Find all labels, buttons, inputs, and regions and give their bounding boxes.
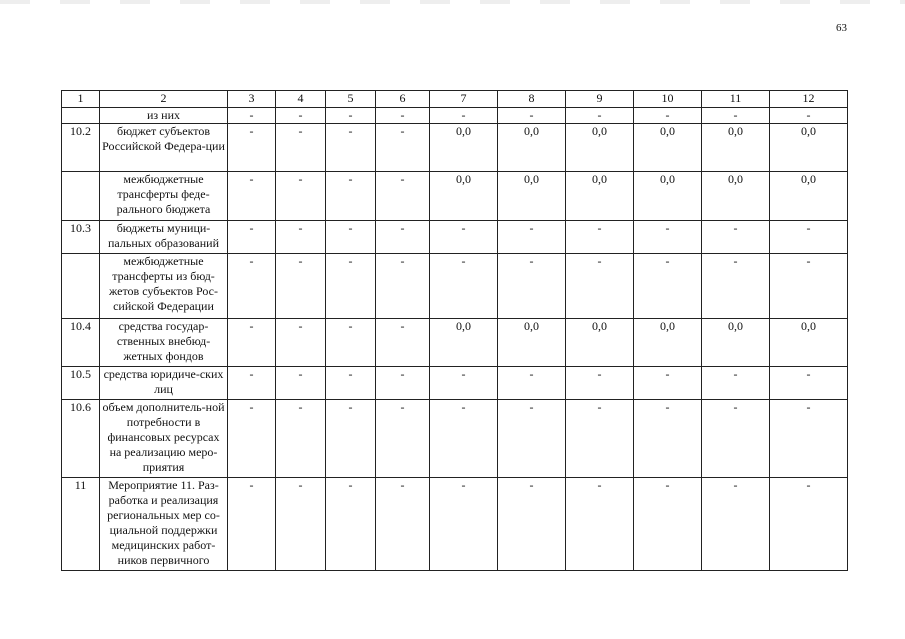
header-cell: 5 [326,91,376,108]
value-cell: - [702,478,770,571]
value-cell: - [376,319,430,367]
row-description: средства юридиче-ских лиц [100,367,228,400]
header-cell: 11 [702,91,770,108]
value-cell: 0,0 [770,124,848,172]
table-row [62,319,848,367]
value-cell: 0,0 [430,172,498,221]
value-cell: 0,0 [566,319,634,367]
value-cell: - [498,367,566,400]
row-number [62,254,100,319]
value-cell: 0,0 [430,124,498,172]
value-cell: - [498,221,566,254]
value-cell: - [276,478,326,571]
value-cell: 0,0 [566,172,634,221]
value-cell: - [228,478,276,571]
value-cell: - [276,108,326,124]
value-cell: - [276,400,326,478]
row-number: 10.2 [62,124,100,172]
table-row [62,172,848,221]
value-cell: - [228,108,276,124]
header-cell: 7 [430,91,498,108]
row-description: межбюджетные трансферты из бюд-жетов субъектов Рос-сийской Федерации [100,254,228,319]
value-cell: - [276,254,326,319]
row-description: межбюджетные трансферты феде-рального бюджета [100,172,228,221]
value-cell: - [770,108,848,124]
value-cell: - [702,221,770,254]
value-cell: - [770,254,848,319]
value-cell: - [566,254,634,319]
value-cell: - [430,478,498,571]
value-cell: - [326,319,376,367]
row-number: 10.3 [62,221,100,254]
row-number [62,108,100,124]
value-cell: - [702,108,770,124]
value-cell: - [326,367,376,400]
value-cell: 0,0 [770,172,848,221]
value-cell: - [326,124,376,172]
value-cell: - [430,367,498,400]
scan-edge-noise [0,0,905,4]
value-cell: - [376,124,430,172]
value-cell: - [634,254,702,319]
value-cell: - [376,172,430,221]
header-cell: 2 [100,91,228,108]
value-cell: - [376,478,430,571]
value-cell: - [228,221,276,254]
value-cell: - [376,108,430,124]
page-number: 63 [836,22,847,34]
value-cell: - [326,221,376,254]
row-number [62,172,100,221]
value-cell: - [228,367,276,400]
row-number: 10.4 [62,319,100,367]
header-cell: 12 [770,91,848,108]
value-cell: - [276,367,326,400]
budget-table [61,90,848,571]
value-cell: - [376,254,430,319]
row-description: средства государ-ственных внебюд-жетных фондов [100,319,228,367]
table-row [62,254,848,319]
value-cell: - [634,367,702,400]
row-number: 11 [62,478,100,571]
value-cell: - [770,221,848,254]
value-cell: - [566,221,634,254]
value-cell: 0,0 [634,124,702,172]
value-cell: - [770,367,848,400]
value-cell: - [566,367,634,400]
value-cell: - [498,254,566,319]
value-cell: 0,0 [498,319,566,367]
value-cell: - [326,108,376,124]
header-cell: 10 [634,91,702,108]
value-cell: 0,0 [430,319,498,367]
value-cell: 0,0 [566,124,634,172]
value-cell: - [326,400,376,478]
value-cell: - [326,254,376,319]
value-cell: - [770,400,848,478]
value-cell: - [498,400,566,478]
table-row [62,400,848,478]
header-cell: 8 [498,91,566,108]
value-cell: - [430,400,498,478]
row-description: объем дополнитель-ной потребности в финансовых ресурсах на реализацию меро-приятия [100,400,228,478]
header-cell: 1 [62,91,100,108]
value-cell: - [430,254,498,319]
header-cell: 6 [376,91,430,108]
value-cell: - [634,478,702,571]
table-row [62,221,848,254]
row-description: Мероприятие 11. Раз-работка и реализация региональных мер со-циальной поддержки медицинских работ-ников первичного [100,478,228,571]
value-cell: - [634,221,702,254]
header-cell: 9 [566,91,634,108]
value-cell: - [376,221,430,254]
value-cell: - [228,124,276,172]
table-row [62,367,848,400]
row-number: 10.6 [62,400,100,478]
value-cell: - [228,254,276,319]
value-cell: - [228,319,276,367]
row-description: из них [100,108,228,124]
value-cell: - [634,108,702,124]
value-cell: - [566,108,634,124]
table-row [62,478,848,571]
value-cell: 0,0 [702,319,770,367]
value-cell: - [228,400,276,478]
header-cell: 4 [276,91,326,108]
value-cell: - [430,108,498,124]
row-description: бюджеты муници-пальных образований [100,221,228,254]
value-cell: 0,0 [702,124,770,172]
value-cell: - [634,400,702,478]
value-cell: - [326,172,376,221]
value-cell: - [430,221,498,254]
value-cell: - [276,221,326,254]
header-row [62,91,848,108]
value-cell: - [498,108,566,124]
value-cell: - [702,400,770,478]
value-cell: - [770,478,848,571]
table-row [62,108,848,124]
value-cell: - [566,400,634,478]
value-cell: - [702,254,770,319]
row-description: бюджет субъектов Российской Федера-ции [100,124,228,172]
value-cell: - [498,478,566,571]
value-cell: - [566,478,634,571]
row-number: 10.5 [62,367,100,400]
header-cell: 3 [228,91,276,108]
value-cell: 0,0 [770,319,848,367]
value-cell: 0,0 [702,172,770,221]
value-cell: - [276,124,326,172]
table-row [62,124,848,172]
value-cell: - [276,172,326,221]
value-cell: - [376,400,430,478]
value-cell: - [376,367,430,400]
value-cell: - [702,367,770,400]
value-cell: - [276,319,326,367]
value-cell: - [228,172,276,221]
value-cell: 0,0 [634,319,702,367]
value-cell: - [326,478,376,571]
value-cell: 0,0 [498,172,566,221]
value-cell: 0,0 [498,124,566,172]
value-cell: 0,0 [634,172,702,221]
